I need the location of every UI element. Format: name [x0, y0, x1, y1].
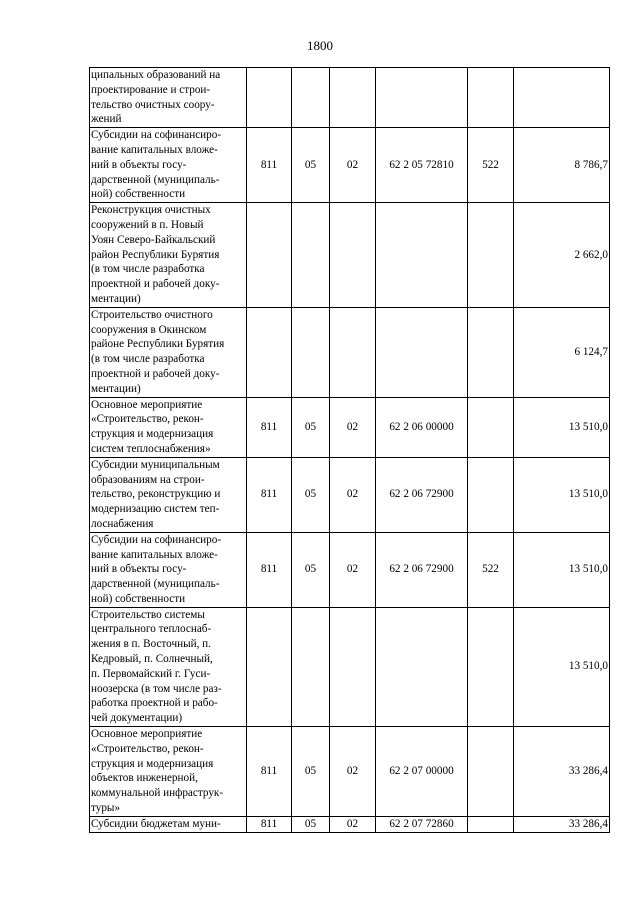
amount-value: 8 786,7: [574, 158, 608, 171]
amount-value: 6 124,7: [574, 345, 608, 358]
expense-type-cell: [468, 727, 514, 817]
expense-type-cell: [468, 607, 514, 726]
ministry-code-cell: [247, 128, 292, 203]
item-name-cell: [90, 457, 247, 532]
target-article-cell: [376, 397, 468, 457]
ministry-code-cell: [247, 727, 292, 817]
subsection-code-cell: [330, 307, 376, 397]
target-article-code: 62 2 07 00000: [389, 765, 454, 778]
expense-type-cell: [468, 397, 514, 457]
subsection-code-cell: [330, 128, 376, 203]
ministry-code-cell: [247, 397, 292, 457]
item-name-cell: [90, 397, 247, 457]
section-code-cell: [292, 68, 330, 128]
ministry-code-cell: [247, 307, 292, 397]
target-article-code: 62 2 05 72810: [389, 158, 454, 171]
expense-type-cell: [468, 68, 514, 128]
subsection-code-cell: [330, 397, 376, 457]
expense-type-code: 522: [482, 563, 499, 576]
section-code-cell: [292, 307, 330, 397]
table-row: [90, 607, 610, 726]
amount-value: 2 662,0: [574, 248, 608, 261]
section-code: 05: [304, 488, 317, 501]
section-code: 05: [304, 158, 317, 171]
ministry-code: 811: [260, 420, 278, 433]
amount-value: 13 510,0: [568, 660, 608, 673]
amount-value: 33 286,4: [568, 817, 608, 830]
target-article-cell: [376, 607, 468, 726]
subsection-code-cell: [330, 532, 376, 607]
subsection-code: 02: [346, 765, 359, 778]
amount-value: 13 510,0: [568, 420, 608, 433]
table-row: [90, 727, 610, 817]
section-code-cell: [292, 532, 330, 607]
section-code-cell: [292, 397, 330, 457]
item-name-cell: [90, 203, 247, 308]
section-code: 05: [304, 817, 317, 830]
table-row: [90, 128, 610, 203]
target-article-code: 62 2 06 72900: [389, 563, 454, 576]
target-article-code: 62 2 06 72900: [389, 488, 454, 501]
amount-value: 13 510,0: [568, 563, 608, 576]
item-name: ципальных образований на проектирование и строи- тельство очистных соору- жений: [91, 69, 221, 126]
target-article-cell: [376, 457, 468, 532]
ministry-code-cell: [247, 532, 292, 607]
subsection-code: 02: [346, 563, 359, 576]
item-name: Основное мероприятие «Строительство, рекон- струкция и модернизация систем теплоснабжения»: [91, 398, 214, 455]
target-article-code: 62 2 07 72860: [389, 817, 454, 830]
item-name-cell: [90, 68, 247, 128]
amount-cell: [514, 816, 610, 832]
ministry-code: 811: [260, 158, 278, 171]
table-row: [90, 397, 610, 457]
item-name-cell: [90, 816, 247, 832]
item-name: Субсидии бюджетам муни-: [91, 817, 221, 830]
subsection-code: 02: [346, 488, 359, 501]
item-name: Субсидии на софинансиро- вание капитальных вложе- ний в объекты госу- дарственной (муниципаль- ной) собственности: [91, 533, 222, 605]
item-name: Строительство очистного сооружения в Окинском районе Республики Бурятия (в том числе разработка проектной и рабочей доку- ментации): [91, 308, 225, 395]
amount-cell: [514, 128, 610, 203]
item-name-cell: [90, 128, 247, 203]
section-code-cell: [292, 457, 330, 532]
item-name: Субсидии на софинансиро- вание капитальных вложе- ний в объекты госу- дарственной (муниципаль- ной) собственности: [91, 129, 222, 201]
ministry-code-cell: [247, 457, 292, 532]
target-article-cell: [376, 203, 468, 308]
budget-table: [89, 67, 610, 833]
amount-cell: [514, 397, 610, 457]
ministry-code: 811: [260, 488, 278, 501]
table-row: [90, 457, 610, 532]
ministry-code: 811: [260, 563, 278, 576]
table-row: [90, 307, 610, 397]
item-name-cell: [90, 727, 247, 817]
section-code: 05: [304, 420, 317, 433]
table-row: [90, 203, 610, 308]
target-article-cell: [376, 816, 468, 832]
ministry-code-cell: [247, 203, 292, 308]
amount-value: 13 510,0: [568, 488, 608, 501]
section-code: 05: [304, 765, 317, 778]
section-code-cell: [292, 607, 330, 726]
amount-cell: [514, 307, 610, 397]
expense-type-cell: [468, 203, 514, 308]
expense-type-cell: [468, 816, 514, 832]
target-article-cell: [376, 532, 468, 607]
ministry-code: 811: [260, 765, 278, 778]
target-article-cell: [376, 128, 468, 203]
amount-cell: [514, 532, 610, 607]
expense-type-code: 522: [482, 158, 499, 171]
ministry-code-cell: [247, 607, 292, 726]
target-article-cell: [376, 307, 468, 397]
amount-cell: [514, 68, 610, 128]
section-code-cell: [292, 128, 330, 203]
section-code-cell: [292, 816, 330, 832]
section-code-cell: [292, 727, 330, 817]
amount-cell: [514, 727, 610, 817]
expense-type-cell: [468, 532, 514, 607]
item-name-cell: [90, 607, 247, 726]
target-article-cell: [376, 727, 468, 817]
ministry-code-cell: [247, 68, 292, 128]
subsection-code-cell: [330, 68, 376, 128]
item-name: Строительство системы центрального теплоснаб- жения в п. Восточный, п. Кедровый, п. Солнечный, п. Первомайский г. Гуси- ноозерска (в том числе раз- работка проектной и рабо- чей документации): [91, 608, 222, 725]
item-name: Основное мероприятие «Строительство, рекон- струкция и модернизация объектов инженерной, коммунальной инфраструк- туры»: [91, 728, 224, 815]
subsection-code-cell: [330, 457, 376, 532]
table-row: [90, 532, 610, 607]
subsection-code: 02: [346, 817, 359, 830]
section-code-cell: [292, 203, 330, 308]
ministry-code-cell: [247, 816, 292, 832]
expense-type-cell: [468, 457, 514, 532]
subsection-code-cell: [330, 203, 376, 308]
amount-cell: [514, 457, 610, 532]
subsection-code-cell: [330, 727, 376, 817]
item-name: Реконструкция очистных сооружений в п. Новый Уоян Северо-Байкальский район Республики Бурятия (в том числе разработка проектной и рабочей доку- ментации): [91, 204, 220, 305]
amount-cell: [514, 607, 610, 726]
section-code: 05: [304, 563, 317, 576]
item-name-cell: [90, 307, 247, 397]
table-row: [90, 816, 610, 832]
page-number: 1800: [307, 38, 333, 53]
target-article-code: 62 2 06 00000: [389, 420, 454, 433]
target-article-cell: [376, 68, 468, 128]
amount-value: 33 286,4: [568, 765, 608, 778]
expense-type-cell: [468, 307, 514, 397]
item-name-cell: [90, 532, 247, 607]
table-row: [90, 68, 610, 128]
ministry-code: 811: [260, 817, 278, 830]
subsection-code-cell: [330, 816, 376, 832]
subsection-code: 02: [346, 158, 359, 171]
subsection-code-cell: [330, 607, 376, 726]
subsection-code: 02: [346, 420, 359, 433]
item-name: Субсидии муниципальным образованиям на строи- тельство, реконструкцию и модернизацию систем теп- лоснабжения: [91, 458, 221, 530]
amount-cell: [514, 203, 610, 308]
expense-type-cell: [468, 128, 514, 203]
